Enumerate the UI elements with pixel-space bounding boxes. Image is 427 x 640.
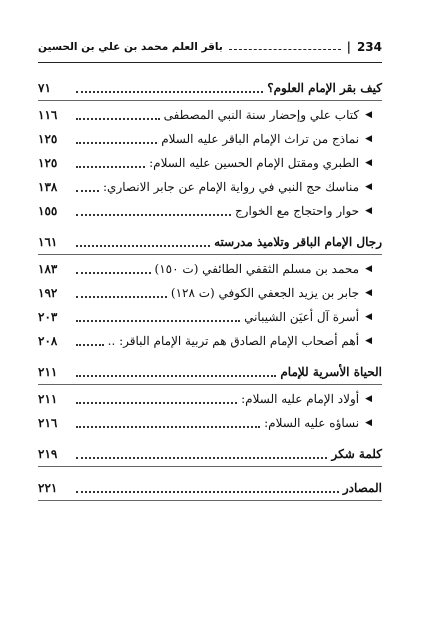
toc-entry-title: الطبري ومقتل الإمام الحسين عليه السلام: xyxy=(149,156,360,170)
toc-page-number: ١٢٥ xyxy=(38,132,58,146)
toc-entry-title: المصادر xyxy=(342,481,382,495)
triangle-bullet-icon: ◀ xyxy=(365,182,372,192)
toc-page-number: ١٣٨ xyxy=(38,180,58,194)
section-underline xyxy=(38,466,382,467)
toc-entry xyxy=(38,257,382,281)
toc-page-number: ١٩٢ xyxy=(38,286,58,300)
toc-page-number: ١٦١ xyxy=(38,235,58,249)
toc-entry-title: أولاد الإمام عليه السلام: xyxy=(241,392,360,406)
dot-leader xyxy=(76,426,260,428)
dot-leader xyxy=(76,118,160,120)
dot-leader xyxy=(76,491,339,493)
toc-entry xyxy=(38,199,382,223)
section-underline xyxy=(38,254,382,255)
toc-entry-title: جابر بن يزيد الجعفي الكوفي (ت ١٢٨) xyxy=(170,286,360,300)
dot-leader xyxy=(76,166,145,168)
section-underline xyxy=(38,100,382,101)
book-title: باقر العلم محمد بن علي بن الحسين xyxy=(38,41,223,53)
section-gap xyxy=(38,435,382,442)
dot-leader xyxy=(76,296,167,298)
toc-entry-title: حوار واحتجاج مع الخوارج xyxy=(234,204,360,218)
triangle-bullet-icon: ◀ xyxy=(365,288,372,298)
dot-leader xyxy=(76,457,327,459)
toc-entry-title: نساؤه عليه السلام: xyxy=(264,416,360,430)
triangle-bullet-icon: ◀ xyxy=(365,110,372,120)
toc-page-number: ٧١ xyxy=(38,81,51,95)
triangle-bullet-icon: ◀ xyxy=(365,336,372,346)
section-gap xyxy=(38,353,382,360)
toc-entry xyxy=(38,305,382,329)
dot-leader xyxy=(76,402,237,404)
toc-entry-title: كلمة شكر xyxy=(331,447,382,461)
toc-page-number: ٢٠٣ xyxy=(38,310,58,324)
toc-page-number: ١٢٥ xyxy=(38,156,58,170)
dot-leader xyxy=(76,91,263,93)
toc-entry-title: محمد بن مسلم الثقفي الطائفي (ت ١٥٠) xyxy=(154,262,360,276)
toc-entry-title: كيف بقر الإمام العلوم؟ xyxy=(267,81,382,95)
toc-entry-title: مناسك حج النبي في رواية الإمام عن جابر الانصاري: xyxy=(103,180,360,194)
triangle-bullet-icon: ◀ xyxy=(365,206,372,216)
triangle-bullet-icon: ◀ xyxy=(365,312,372,322)
dot-leader xyxy=(76,245,210,247)
toc-entry xyxy=(38,103,382,127)
section-underline xyxy=(38,384,382,385)
toc-page-number: ١٨٣ xyxy=(38,262,58,276)
section-gap xyxy=(38,469,382,476)
toc-section-entry xyxy=(38,476,382,500)
toc-entry xyxy=(38,281,382,305)
toc-section-entry xyxy=(38,76,382,100)
toc-entry-title: أهم أصحاب الإمام الصادق هم تربية الإمام الباقر: .. xyxy=(107,334,360,348)
header-dash-line xyxy=(229,49,341,50)
toc-entry xyxy=(38,127,382,151)
toc-page-number: ١٥٥ xyxy=(38,204,58,218)
toc-entry-title: رجال الإمام الباقر وتلاميذ مدرسته xyxy=(214,235,382,249)
triangle-bullet-icon: ◀ xyxy=(365,418,372,428)
toc-entry-title: أسرة آل أعيَن الشيباني xyxy=(244,310,360,324)
toc-page-number: ٢٢١ xyxy=(38,481,58,495)
toc-entry-title: الحياة الأسرية للإمام xyxy=(280,365,382,379)
dot-leader xyxy=(76,214,231,216)
toc-entry xyxy=(38,175,382,199)
triangle-bullet-icon: ◀ xyxy=(365,134,372,144)
toc-page-number: ١١٦ xyxy=(38,108,58,122)
page-number: 234 xyxy=(356,40,382,54)
toc-entry xyxy=(38,151,382,175)
section-underline xyxy=(38,500,382,501)
dot-leader xyxy=(76,190,99,192)
toc-entry xyxy=(38,329,382,353)
toc-page-number: ٢١١ xyxy=(38,392,58,406)
toc-page-number: ٢٠٨ xyxy=(38,334,58,348)
dot-leader xyxy=(76,375,276,377)
toc-entry xyxy=(38,387,382,411)
dot-leader xyxy=(76,272,151,274)
toc-page-number: ٢١٦ xyxy=(38,416,58,430)
running-header xyxy=(38,38,382,56)
triangle-bullet-icon: ◀ xyxy=(365,158,372,168)
triangle-bullet-icon: ◀ xyxy=(365,264,372,274)
triangle-bullet-icon: ◀ xyxy=(365,394,372,404)
toc-page-number: ٢١١ xyxy=(38,365,58,379)
toc-entry-title: نماذج من تراث الإمام الباقر عليه السلام xyxy=(161,132,360,146)
header-rule xyxy=(38,62,382,63)
dot-leader xyxy=(76,344,104,346)
toc-section-entry xyxy=(38,360,382,384)
toc-section-entry xyxy=(38,442,382,466)
toc-entry-title: كتاب علي وإحضار سنة النبي المصطفى xyxy=(163,108,360,122)
dot-leader xyxy=(76,320,240,322)
toc-section-entry xyxy=(38,230,382,254)
toc-entry xyxy=(38,411,382,435)
header-separator: | xyxy=(346,40,351,54)
toc-page-number: ٢١٩ xyxy=(38,447,58,461)
dot-leader xyxy=(76,142,157,144)
table-of-contents xyxy=(38,76,382,503)
section-gap xyxy=(38,223,382,230)
